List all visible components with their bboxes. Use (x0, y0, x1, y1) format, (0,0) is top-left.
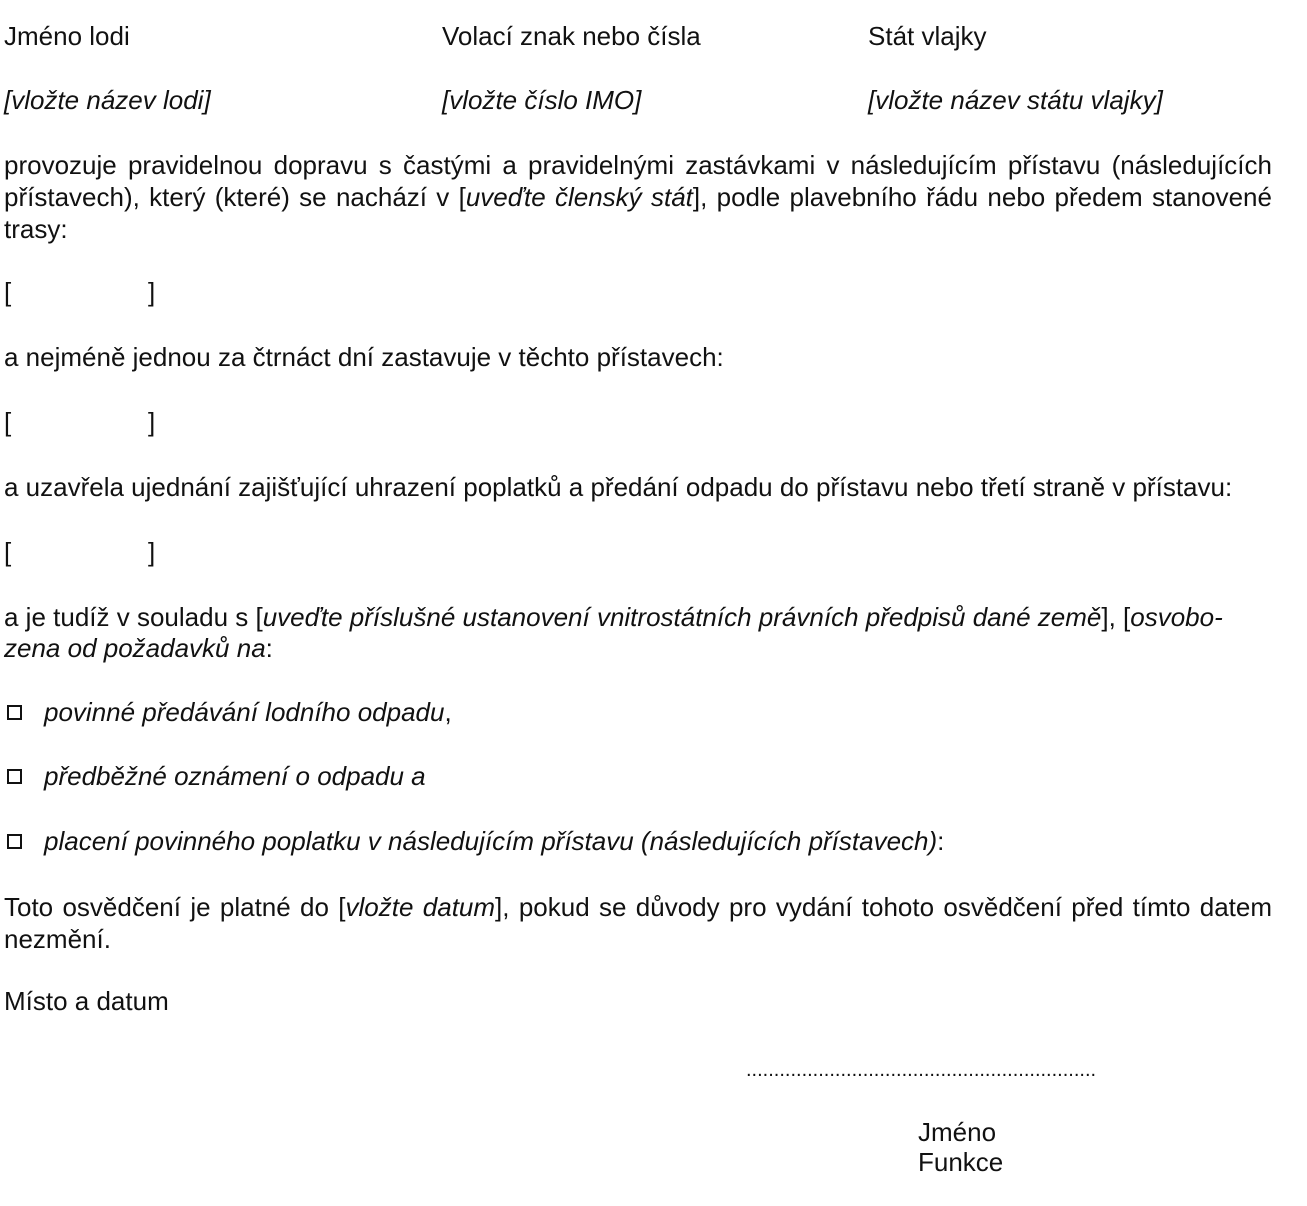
checkbox-waste-notification[interactable] (7, 769, 22, 784)
flag-state-placeholder: [vložte název státu vlajky] (868, 85, 1163, 115)
exemption-text-middle: ], [ (1101, 602, 1131, 632)
paragraph-fortnight-calls: a nejméně jednou za čtrnáct dní zastavuje v těchto přístavech: (4, 342, 724, 372)
call-sign-label: Volací znak nebo čísla (442, 21, 701, 51)
blank-calls-right-bracket: ] (148, 407, 156, 437)
exemption-text: a je tudíž v souladu s [ (4, 602, 263, 632)
paragraph-regular-service-text-end: ], podle plavebního řádu nebo předem stanovené trasy: (4, 182, 1272, 244)
paragraph-exemption-line1 (4, 601, 1223, 633)
paragraph-validity (4, 891, 1272, 955)
blank-ports-right-bracket: ] (148, 277, 156, 307)
signatory-function-label: Funkce (918, 1147, 1004, 1177)
checkbox-mandatory-fee[interactable] (7, 834, 22, 849)
paragraph-exemption-line2 (4, 632, 273, 664)
validity-text: Toto osvědčení je platné do [ (4, 892, 346, 922)
paragraph-regular-service (4, 149, 1272, 245)
blank-calls-left-bracket: [ (4, 407, 12, 437)
ship-name-placeholder: [vložte název lodi] (4, 85, 211, 115)
blank-arrangement-right-bracket: ] (148, 537, 156, 567)
exemption-placeholder-part2: zena od požadavků na (4, 633, 266, 663)
validity-text-end: ], pokud se důvody pro vydání tohoto osvědčení před tímto datem nezmění. (4, 892, 1272, 954)
imo-number-placeholder: [vložte číslo IMO] (442, 85, 642, 115)
checkbox-waste-delivery-label: povinné předávání lodního odpadu, (44, 697, 452, 727)
legal-provision-placeholder: uveďte příslušné ustanovení vnitrostátních právních předpisů dané země (262, 602, 1102, 632)
signatory-name-label: Jméno (918, 1117, 997, 1147)
exemption-text-end: : (265, 633, 273, 663)
signature-line: ............................................................... (746, 1059, 1097, 1081)
paragraph-arrangement: a uzavřela ujednání zajišťující uhrazení poplatků a předání odpadu do přístavu nebo třetí straně v přístavu: (4, 472, 1233, 502)
date-placeholder: vložte datum (345, 892, 496, 922)
place-and-date-label: Místo a datum (4, 986, 169, 1016)
checkbox-waste-delivery[interactable] (7, 705, 22, 720)
checkbox-waste-notification-label: předběžné oznámení o odpadu a (44, 761, 426, 791)
member-state-placeholder: uveďte členský stát (465, 182, 693, 212)
ship-name-label: Jméno lodi (4, 21, 130, 51)
checkbox-mandatory-fee-label: placení povinného poplatku v následujícím přístavu (následujících přístavech): (44, 826, 945, 856)
blank-arrangement-left-bracket: [ (4, 537, 12, 567)
flag-state-label: Stát vlajky (868, 21, 987, 51)
exemption-placeholder-part1: osvobo- (1130, 602, 1223, 632)
paragraph-regular-service-text: provozuje pravidelnou dopravu s častými a pravidelnými zastávkami v následujícím přístavu (následujících přístavech), který (které) se nachází v [ (4, 150, 1272, 212)
blank-ports-left-bracket: [ (4, 277, 12, 307)
